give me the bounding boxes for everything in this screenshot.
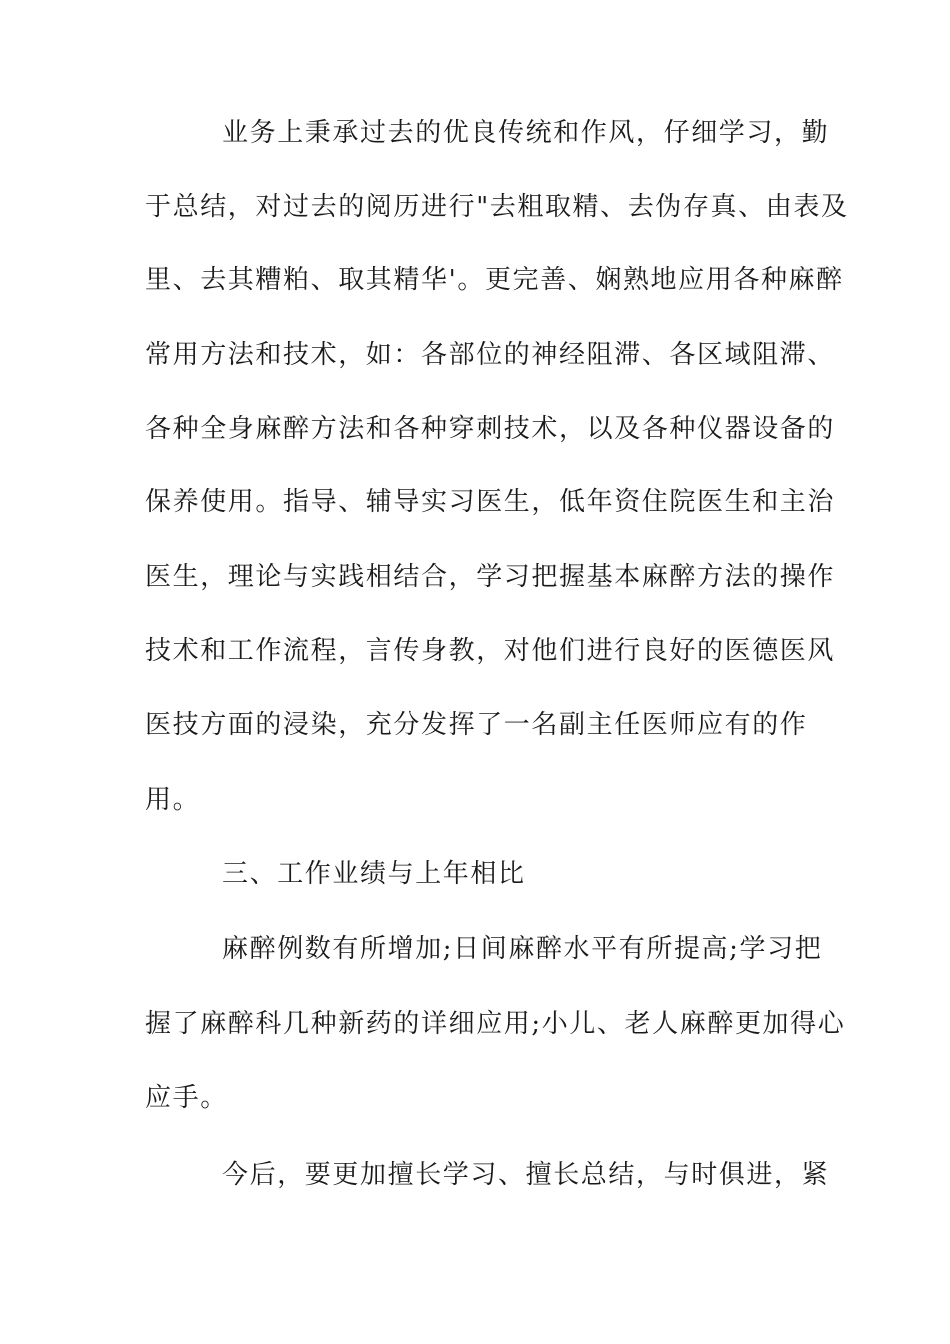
paragraph-line: 业务上秉承过去的优良传统和作风，仔细学习，勤 <box>222 118 830 148</box>
paragraph-line: 医技方面的浸染，充分发挥了一名副主任医师应有的作 <box>145 710 808 740</box>
section-heading: 三、工作业绩与上年相比 <box>222 859 526 889</box>
paragraph-line: 常用方法和技术，如：各部位的神经阻滞、各区域阻滞、 <box>145 340 836 370</box>
paragraph-line: 里、去其糟粕、取其精华'。更完善、娴熟地应用各种麻醉 <box>145 265 844 295</box>
paragraph-line: 各种全身麻醉方法和各种穿刺技术，以及各种仪器设备的 <box>145 414 836 444</box>
paragraph-line: 用。 <box>145 785 201 815</box>
paragraph-line: 于总结，对过去的阅历进行"去粗取精、去伪存真、由表及 <box>145 192 849 222</box>
paragraph-line: 技术和工作流程，言传身教，对他们进行良好的医德医风 <box>145 636 836 666</box>
paragraph-line: 麻醉例数有所增加;日间麻醉水平有所提高;学习把 <box>222 934 823 964</box>
paragraph-line: 应手。 <box>145 1083 228 1113</box>
paragraph-line: 握了麻醉科几种新药的详细应用;小儿、老人麻醉更加得心 <box>145 1009 846 1039</box>
paragraph-line: 今后，要更加擅长学习、擅长总结，与时俱进，紧 <box>222 1160 830 1190</box>
paragraph-line: 保养使用。指导、辅导实习医生，低年资住院医生和主治 <box>145 487 836 517</box>
paragraph-line: 医生，理论与实践相结合，学习把握基本麻醉方法的操作 <box>145 562 836 592</box>
